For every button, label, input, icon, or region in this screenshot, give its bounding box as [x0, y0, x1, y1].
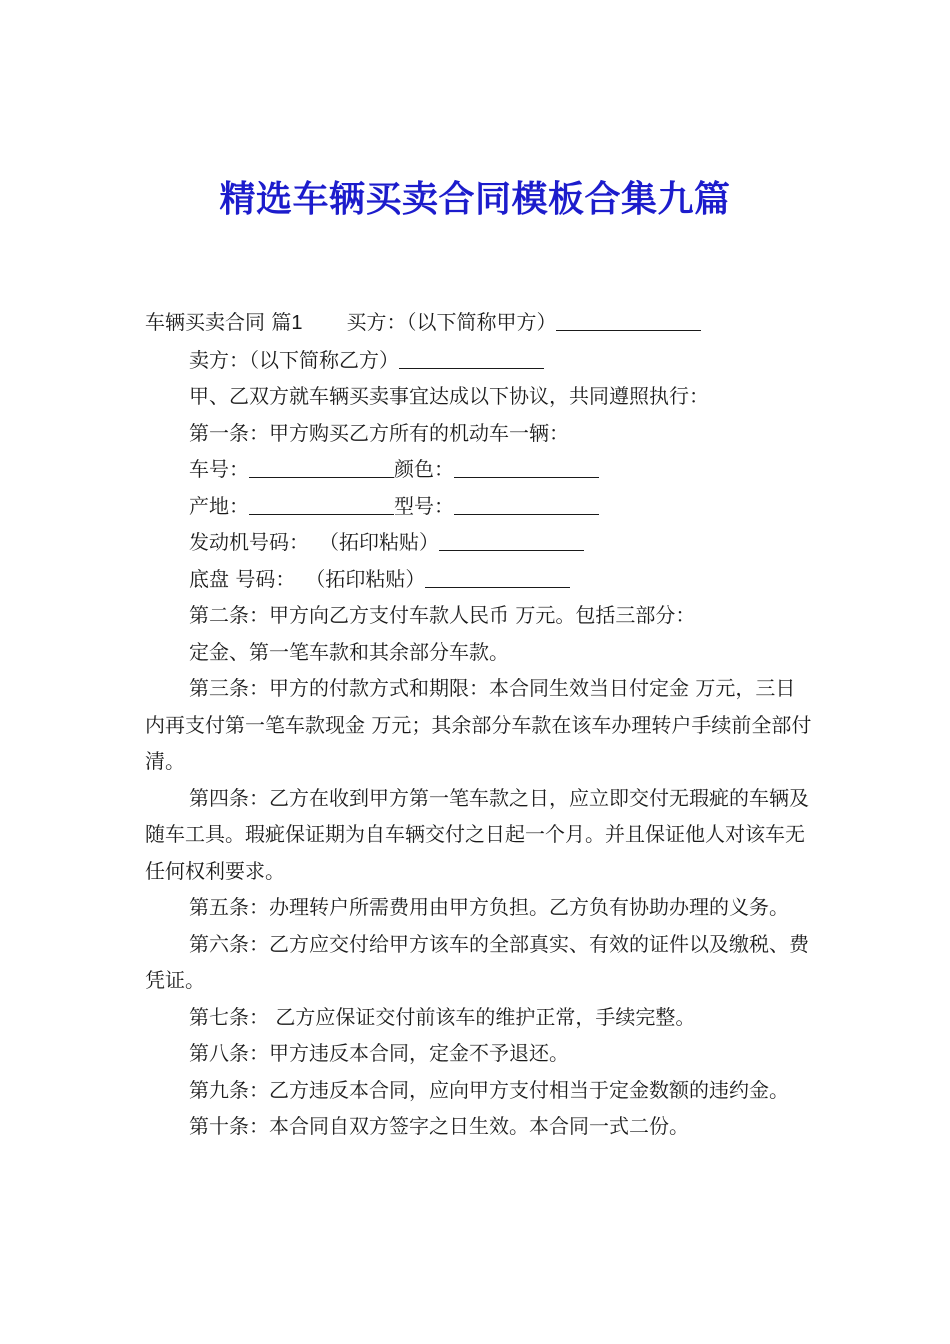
model-blank[interactable]: [454, 492, 599, 515]
buyer-label: 买方：（以下简称甲方）: [346, 310, 557, 334]
article-4: 第四条：乙方在收到甲方第一笔车款之日，应立即交付无瑕疵的车辆及随车工具。瑕疵保证期为自车辆交付之日起一个月。并且保证他人对该车无任何权利要求。: [145, 785, 809, 883]
article-8: 第八条：甲方违反本合同，定金不予退还。: [189, 1041, 569, 1065]
intro-line: 甲、乙双方就车辆买卖事宜达成以下协议，共同遵照执行：: [189, 384, 709, 408]
buyer-blank[interactable]: [556, 308, 701, 331]
model-label: 型号：: [394, 493, 454, 518]
chassis-note: （拓印粘贴）: [305, 566, 426, 591]
article-9: 第九条：乙方违反本合同，应向甲方支付相当于定金数额的违约金。: [189, 1077, 789, 1102]
engine-line: [145, 524, 815, 561]
origin-model-line: [145, 488, 815, 525]
buyer-line: [145, 304, 815, 342]
article-6: 第六条：乙方应交付给甲方该车的全部真实、有效的证件以及缴税、费凭证。: [145, 931, 809, 992]
article-7: 第七条： 乙方应保证交付前该车的维护正常，手续完整。: [189, 1004, 696, 1029]
contract-body: [145, 304, 815, 1145]
contract-heading: 车辆买卖合同 篇: [145, 310, 292, 334]
chassis-blank[interactable]: [425, 565, 570, 588]
contract-heading-number: 1: [291, 312, 303, 334]
color-label: 颜色：: [394, 457, 454, 481]
plate-blank[interactable]: [249, 455, 394, 478]
article-10: 第十条：本合同自双方签字之日生效。本合同一式二份。: [189, 1114, 689, 1138]
seller-label: 卖方：（以下简称乙方）: [189, 347, 399, 372]
article-1: 第一条：甲方购买乙方所有的机动车一辆：: [189, 420, 569, 445]
chassis-line: [145, 561, 815, 598]
engine-note: （拓印粘贴）: [319, 530, 439, 554]
plate-color-line: [145, 451, 815, 488]
article-2-continued: 定金、第一笔车款和其余部分车款。: [189, 639, 509, 664]
origin-label: 产地：: [189, 493, 249, 518]
article-5: 第五条：办理转户所需费用由甲方负担。乙方负有协助办理的义务。: [189, 895, 789, 919]
seller-blank[interactable]: [399, 346, 544, 369]
chassis-label: 底盘 号码：: [189, 566, 296, 591]
seller-line: [145, 342, 815, 379]
color-blank[interactable]: [454, 455, 599, 478]
plate-label: 车号：: [189, 457, 249, 481]
article-3: 第三条：甲方的付款方式和期限：本合同生效当日付定金 万元，三日内再支付第一笔车款现金 万元；其余部分车款在该车办理转户手续前全部付清。: [145, 676, 812, 773]
engine-blank[interactable]: [439, 528, 584, 551]
engine-label: 发动机号码：: [189, 530, 309, 554]
article-2: 第二条：甲方向乙方支付车款人民币 万元。包括三部分：: [189, 603, 696, 627]
page-title: 精选车辆买卖合同模板合集九篇: [219, 179, 731, 220]
origin-blank[interactable]: [249, 492, 394, 515]
